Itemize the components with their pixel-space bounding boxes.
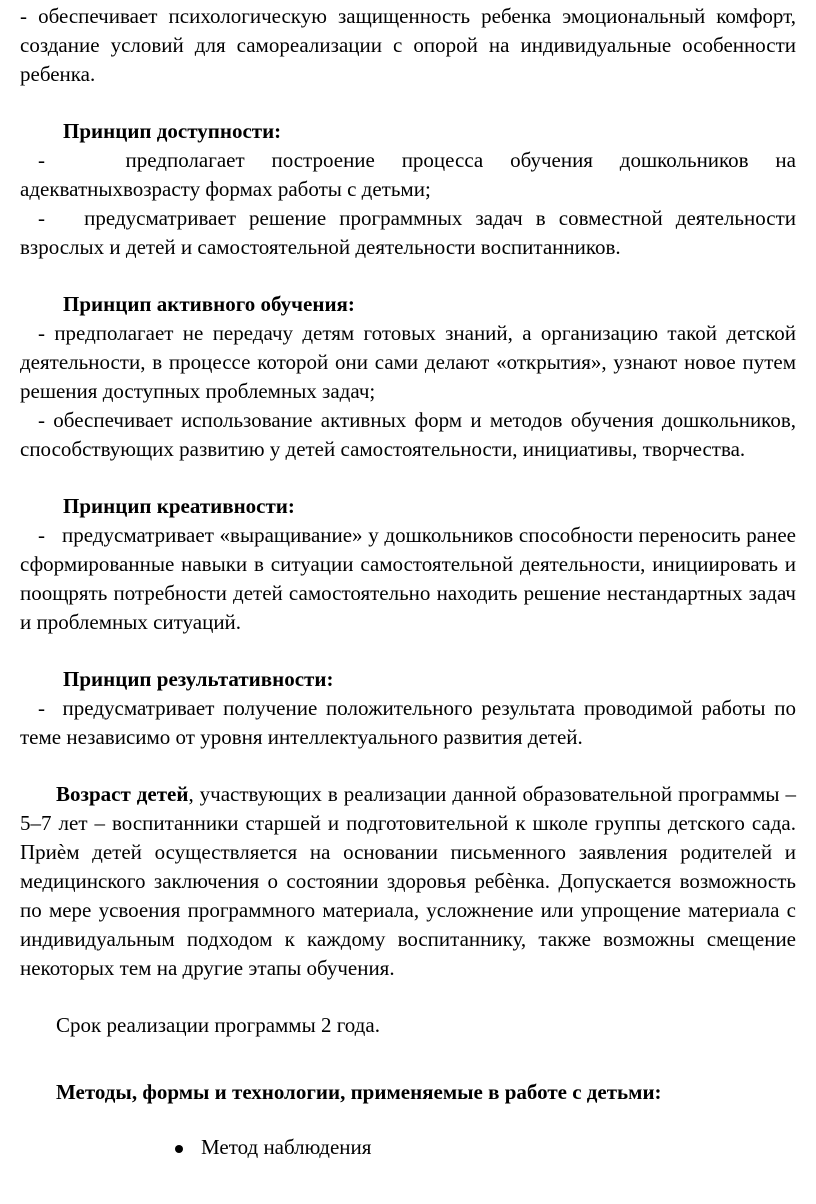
duration-paragraph: Срок реализации программы 2 года. (56, 1013, 380, 1037)
accessibility-item-1: - предполагает построение процесса обучения дошкольников на адекватныхвозрасту формах работы с детьми; (20, 148, 796, 201)
spacer (20, 983, 796, 1011)
age-text: , участвующих в реализации данной образовательной программы – 5–7 лет – воспитанники старшей и подготовительной к школе группы детского сада. Приѐм детей осуществляется на основании письменного заявления родителей и медицинского заключения о состоянии здоровья ребѐнка. Допускается возможность по мере усвоения программного материала, усложнение или упрощение материала с индивидуальным подходом к каждому воспитаннику, также возможны смещение некоторых тем на другие этапы обучения. (20, 782, 796, 980)
active-learning-item-2: - обеспечивает использование активных форм и методов обучения дошкольников, способствующих развитию у детей самостоятельности, инициативы, творчества. (20, 408, 796, 461)
intro-paragraph: - обеспечивает психологическую защищенность ребенка эмоциональный комфорт, создание условий для самореализации с опорой на индивидуальные особенности ребенка. (20, 4, 796, 86)
accessibility-item-2: - предусматривает решение программных задач в совместной деятельности взрослых и детей и самостоятельной деятельности воспитанников. (20, 206, 796, 259)
results-item-1: - предусматривает получение положительного результата проводимой работы по теме независимо от уровня интеллектуального развития детей. (20, 696, 796, 749)
methods-item-label: Метод наблюдения (201, 1135, 372, 1159)
bullet-icon (175, 1145, 183, 1153)
heading-results: Принцип результативности: (63, 667, 334, 691)
heading-creativity: Принцип креативности: (63, 494, 295, 518)
methods-list (20, 1133, 796, 1162)
list-item (20, 1133, 796, 1162)
active-learning-item-1: - предполагает не передачу детям готовых знаний, а организацию такой детской деятельности, в процессе которой они сами делают «открытия», узнают новое путем решения доступных проблемных задач; (20, 321, 796, 403)
age-bold-lead: Возраст детей (56, 782, 189, 806)
spacer (20, 1040, 796, 1078)
heading-active-learning: Принцип активного обучения: (63, 292, 355, 316)
document-page (20, 2, 796, 1162)
creativity-item-1: - предусматривает «выращивание» у дошкольников способности переносить ранее сформированные навыки в ситуации самостоятельной деятельности, инициировать и поощрять потребности детей самостоятельно находить решение нестандартных задач и проблемных ситуаций. (20, 523, 796, 634)
heading-methods: Методы, формы и технологии, применяемые в работе с детьми: (56, 1080, 662, 1104)
age-paragraph (20, 780, 796, 983)
heading-accessibility: Принцип доступности: (63, 119, 282, 143)
spacer (20, 752, 796, 780)
